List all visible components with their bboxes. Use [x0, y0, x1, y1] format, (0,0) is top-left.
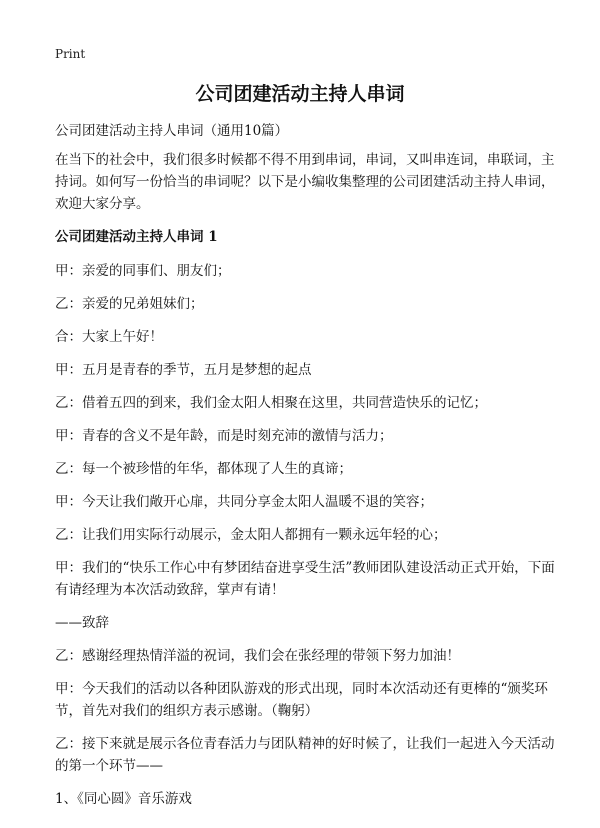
script-line: 乙：借着五四的到来，我们金太阳人相聚在这里，共同营造快乐的记忆； [55, 395, 487, 411]
script-line: 乙：感谢经理热情洋溢的祝词，我们会在张经理的带领下努力加油！ [55, 648, 460, 664]
script-line: 甲：我们的“快乐工作心中有梦团结奋进享受生活”教师团队建设活动正式开始，下面有请经理为本次活动致辞，掌声有请！ [55, 560, 555, 598]
script-line: 甲：亲爱的同事们、朋友们； [55, 263, 231, 279]
script-line: 合：大家上午好！ [55, 329, 163, 345]
script-line: 乙：每一个被珍惜的年华，都体现了人生的真谛； [55, 461, 352, 477]
script-line: 乙：亲爱的兄弟姐妹们； [55, 296, 204, 312]
page-title: 公司团建活动主持人串词 [195, 83, 405, 105]
script-line: 甲：五月是青春的季节，五月是梦想的起点 [55, 362, 312, 378]
document-subtitle: 公司团建活动主持人串词（通用10篇） [55, 123, 289, 139]
script-line: 1、《同心圆》音乐游戏 [55, 791, 192, 807]
print-link[interactable]: Print [55, 47, 86, 61]
script-line: 甲：今天我们的活动以各种团队游戏的形式出现，同时本次活动还有更棒的“颁奖环节，首先对我们的组织方表示感谢。（鞠躬） [55, 681, 548, 719]
script-line: 甲：今天让我们敞开心扉，共同分享金太阳人温暖不退的笑容； [55, 494, 433, 510]
script-line: 甲：青春的含义不是年龄，而是时刻充沛的激情与活力； [55, 428, 393, 444]
intro-paragraph: 在当下的社会中，我们很多时候都不得不用到串词，串词，又叫串连词，串联词，主持词。如何写一份恰当的串词呢？以下是小编收集整理的公司团建活动主持人串词，欢迎大家分享。 [55, 152, 555, 212]
document-body [55, 120, 555, 821]
script-line: 乙：接下来就是展示各位青春活力与团队精神的好时候了，让我们一起进入今天活动的第一个环节—— [55, 736, 555, 774]
section-heading: 公司团建活动主持人串词 1 [55, 229, 218, 245]
script-line: 乙：让我们用实际行动展示，金太阳人都拥有一颗永远年轻的心； [55, 527, 447, 543]
script-line: ——致辞 [55, 615, 109, 631]
